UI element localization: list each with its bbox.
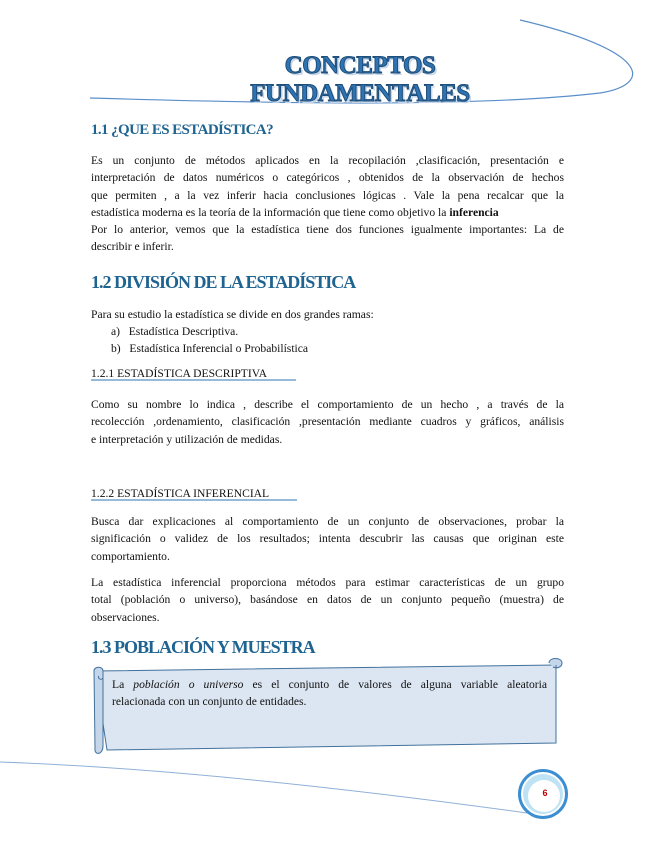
text-line: Como su nombre lo indica , describe el comportamiento de un hecho , a través de la <box>91 398 564 411</box>
text-line: interpretación de datos numéricos o categóricos , obtenidos de la observación de hechos <box>91 171 564 185</box>
text-line <box>112 676 547 693</box>
text-line: que permiten , a la vez inferir hacia conclusiones lógicas . Vale la pena recalcar que la <box>91 188 564 202</box>
text-segment: es el conjunto de valores de alguna variable aleatoria <box>252 678 547 691</box>
list-marker: a) <box>111 325 121 338</box>
page-number: 6 <box>542 788 548 798</box>
text-line <box>91 204 564 221</box>
scroll-banner-text <box>112 676 547 711</box>
text-line: Es un conjunto de métodos aplicados en la recopilación ,clasificación, presentación e <box>91 154 564 167</box>
descriptive-paragraph <box>91 396 564 448</box>
text-line: describir e inferir. <box>91 240 174 254</box>
section-heading-what-is-statistics: 1.1 ¿QUE ES ESTADÍSTICA? <box>91 122 274 138</box>
text-line: comportamiento. <box>91 549 170 563</box>
text-segment: estadística moderna es la teoría de la información que tiene como objetivo la <box>91 205 447 219</box>
italic-term: población o universo <box>133 678 244 691</box>
text-line: relacionada con un conjunto de entidades. <box>112 695 307 709</box>
division-list <box>111 323 308 357</box>
inferential-paragraph <box>91 513 564 565</box>
list-item <box>111 323 308 340</box>
text-line: La estadística inferencial proporciona métodos para estimar características de un grupo <box>91 576 564 589</box>
subsection-heading-inferential: 1.2.2 ESTADÍSTICA INFERENCIAL <box>91 487 270 500</box>
section-1-paragraph <box>91 152 564 256</box>
text-line: Busca dar explicaciones al comportamiento de un conjunto de observaciones, probar la <box>91 515 564 528</box>
text-line: Por lo anterior, vemos que la estadística tiene dos funciones igualmente importantes: La de <box>91 223 564 237</box>
section-heading-population: 1.3 POBLACIÓN Y MUESTRA <box>91 637 315 657</box>
section-heading-division: 1.2 DIVISIÓN DE LA ESTADÍSTICA <box>91 272 356 292</box>
subsection-heading-descriptive: 1.2.1 ESTADÍSTICA DESCRIPTIVA <box>91 367 267 380</box>
text-line: observaciones. <box>91 610 160 624</box>
list-text: Estadística Inferencial o Probabilística <box>129 342 309 355</box>
list-marker: b) <box>111 342 121 355</box>
text-line: e interpretación y utilización de medidas. <box>91 432 283 446</box>
division-intro: Para su estudio la estadística se divide en dos grandes ramas: <box>91 308 374 321</box>
text-line: recolección ,ordenamiento, clasificación ,presentación mediante cuadros y gráficos, análisis <box>91 415 564 429</box>
bold-term: inferencia <box>449 205 499 219</box>
inferential-paragraph-2 <box>91 574 564 626</box>
text-segment: La <box>112 678 125 691</box>
list-text: Estadística Descriptiva. <box>128 325 239 338</box>
footer-sweep-line <box>0 762 527 813</box>
text-line: significación o validez de los resultados; intenta descubrir las causas que originan este <box>91 532 564 546</box>
document-title: CONCEPTOS FUNDAMENTALES <box>250 52 470 107</box>
list-item <box>111 340 308 357</box>
text-line: total (población o universo), basándose en datos de un conjunto pequeño (muestra) de <box>91 593 564 607</box>
